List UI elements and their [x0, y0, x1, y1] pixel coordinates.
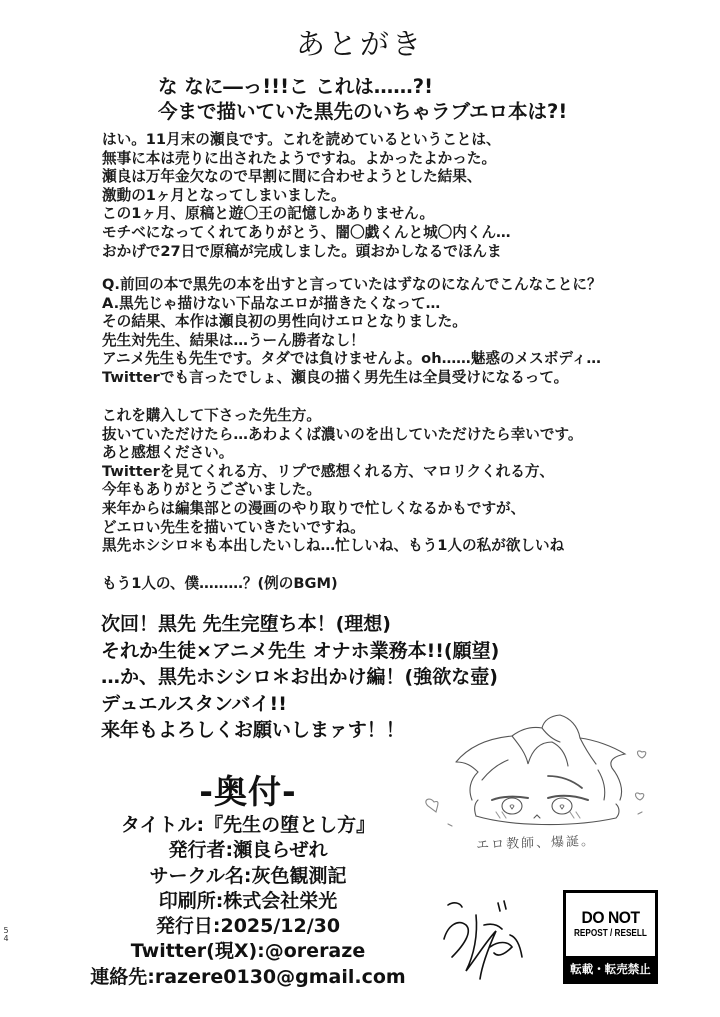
- next-plan-line: 来年もよろしくお願いしまァす！！: [101, 719, 405, 741]
- colophon-title: タイトル:『先生の堕とし方』: [120, 814, 376, 836]
- text-line: はい。11月末の瀬良です。これを読めているということは、: [102, 131, 501, 148]
- paragraph-bgm: [102, 575, 338, 594]
- text-line: これを購入して下さった先生方。: [102, 407, 321, 424]
- text-line: おかげで27日で原稿が完成しました。頭おかしなるでほんま: [102, 242, 502, 260]
- paragraph-thanks: [102, 407, 582, 556]
- page-title: あとがき: [295, 27, 424, 61]
- colophon-date: 発行日:2025/12/30: [155, 915, 341, 938]
- text-line: モチベになってくれてありがとう、闇〇戯くんと城〇内くん…: [102, 223, 511, 241]
- text-line: 先生対先生、結果は…うーん勝者なし！: [102, 331, 365, 349]
- colophon-twitter: Twitter(現X):@oreraze: [130, 940, 366, 963]
- next-plan-line: それか生徒×アニメ先生 オナホ業務本!!(願望): [101, 639, 500, 662]
- text-line: Twitterを見てくれる方、リプで感想くれる方、マロリクくれる方、: [102, 462, 555, 480]
- text-line: 激動の1ヶ月となってしまいました。: [102, 186, 346, 204]
- colophon: [78, 773, 418, 990]
- text-line: もう1人の、僕………？(例のBGM): [102, 575, 338, 592]
- paragraph-intro: [102, 131, 511, 261]
- next-plan-line: デュエルスタンバイ!!: [101, 692, 287, 715]
- sketch-caption: エロ教師、爆誕。: [475, 833, 597, 854]
- next-plan-line: …か、黒先ホシシロ＊お出かけ編！(強欲な壺): [101, 666, 498, 688]
- text-line: A.黒先じゃ描けない下品なエロが描きたくなって…: [102, 294, 441, 312]
- next-plan-line: 次回！黒先 先生完堕ち本！(理想): [101, 613, 391, 635]
- text-line: アニメ先生も先生です。タダでは負けませんよ。oh……魅惑のメスボディ…: [102, 350, 601, 368]
- colophon-contact: 連絡先:razere0130@gmail.com: [90, 965, 406, 988]
- badge-english: [566, 893, 655, 956]
- text-line: 瀬良は万年金欠なので早割に間に合わせようとした結果、: [102, 168, 482, 186]
- text-line: 抜いていただけたら…あわよくば濃いのを出していただけたら幸いです。: [102, 425, 583, 443]
- colophon-publisher: 発行者:瀬良らぜれ: [168, 839, 328, 862]
- paragraph-qa: [102, 276, 602, 388]
- do-not-repost-badge: [563, 890, 658, 984]
- headline-line: 今まで描いていた黒先のいちゃラブエロ本は?!: [158, 100, 568, 123]
- headline: [158, 74, 567, 124]
- text-line: Q.前回の本で黒先の本を出すと言っていたはずなのになんでこんなことに？: [102, 276, 602, 293]
- page-number: [2, 927, 10, 943]
- text-line: 今年もありがとうございました。: [102, 481, 321, 499]
- text-line: 来年からは編集部との漫画のやり取りで忙しくなるかもですが、: [102, 499, 526, 517]
- headline-line: な なに―っ!!!こ これは……?!: [158, 75, 433, 98]
- text-line: その結果、本作は瀬良初の男性向けエロとなりました。: [102, 313, 467, 331]
- text-line: どエロい先生を描いていきたいですね。: [102, 518, 365, 536]
- text-line: 無事に本は売りに出されたようですね。よかったよかった。: [102, 149, 497, 167]
- badge-line-do-not: DO NOT: [581, 908, 640, 927]
- text-line: この1ヶ月、原稿と遊〇王の記憶しかありません。: [102, 205, 435, 223]
- text-line: Twitterでも言ったでしょ、瀬良の描く男先生は全員受けになるって。: [102, 368, 569, 386]
- text-line: 黒先ホシシロ＊も本出したいしね…忙しいね、もう1人の私が欲しいね: [102, 537, 565, 555]
- page-number-digit: 4: [3, 934, 9, 943]
- badge-line-repost-resell: REPOST / RESELL: [574, 928, 647, 939]
- colophon-heading: -奥付-: [199, 772, 297, 811]
- page-number-digit: 5: [3, 926, 9, 935]
- colophon-circle: サークル名:灰色観測記: [149, 864, 347, 887]
- text-line: あと感想ください。: [102, 444, 234, 462]
- colophon-printer: 印刷所:株式会社栄光: [158, 889, 338, 912]
- badge-japanese: 転載・転売禁止: [566, 956, 655, 981]
- handwritten-signature-icon: [438, 895, 530, 985]
